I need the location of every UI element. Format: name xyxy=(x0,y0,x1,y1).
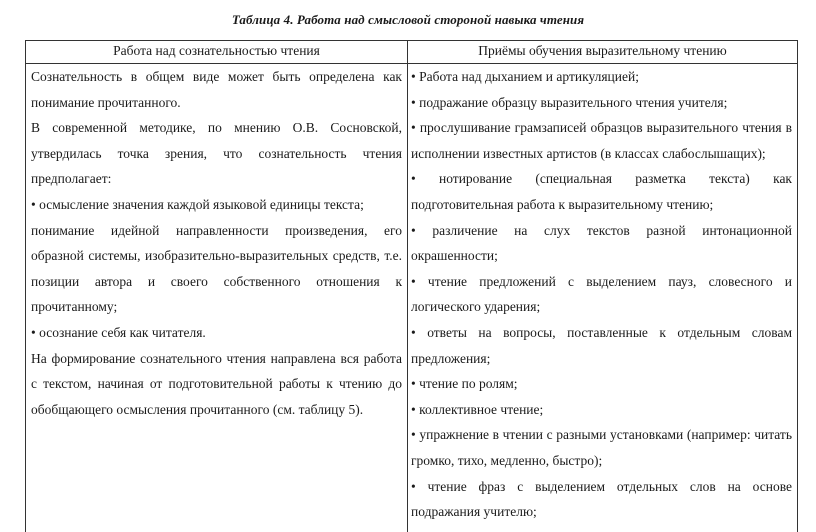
text-paragraph: Сознательность в общем виде может быть определена как понимание прочитанного. xyxy=(31,69,402,110)
text-paragraph: В современной методике, по мнению О.В. Сосновской, утвердилась точка зрения, что сознательность чтения предполагает: xyxy=(31,120,402,187)
column-header-expressive-reading: Приёмы обучения выразительному чтению xyxy=(408,41,798,64)
bullet-item: • чтение предложений с выделением пауз, словесного и логического ударения; xyxy=(411,269,792,320)
bullet-item: • подражание образцу выразительного чтения учителя; xyxy=(411,90,792,116)
bullet-item: • чтение по ролям; xyxy=(411,371,792,397)
bullet-item: • ответы на вопросы, поставленные к отдельным словам предложения; xyxy=(411,320,792,371)
comprehension-text xyxy=(28,64,405,422)
table-header-row xyxy=(26,41,798,64)
expressive-reading-list xyxy=(410,64,795,525)
expressive-reading-cell xyxy=(408,64,798,532)
table-caption: Таблица 4. Работа над смысловой стороной навыка чтения xyxy=(231,12,585,27)
column-header-comprehension: Работа над сознательностью чтения xyxy=(26,41,408,64)
bullet-item: • осмысление значения каждой языковой единицы текста; xyxy=(31,192,402,218)
text-paragraph: На формирование сознательного чтения направлена вся работа с текстом, начиная от подготовительной работы к чтению до обобщающего осмысления прочитанного (см. таблицу 5). xyxy=(31,350,402,417)
comprehension-cell xyxy=(26,64,408,532)
bullet-item: • упражнение в чтении с разными установками (например: читать громко, тихо, медленно, быстро); xyxy=(411,422,792,473)
bullet-item: • Работа над дыханием и артикуляцией; xyxy=(411,64,792,90)
bullet-item: • нотирование (специальная разметка текста) как подготовительная работа к выразительному чтению; xyxy=(411,166,792,217)
bullet-item: • коллективное чтение; xyxy=(411,397,792,423)
bullet-item: • прослушивание грамзаписей образцов выразительного чтения в исполнении известных артистов (в классах слабослышащих); xyxy=(411,115,792,166)
bullet-item: • различение на слух текстов разной интонационной окрашенности; xyxy=(411,218,792,269)
bullet-item: • чтение фраз с выделением отдельных слов на основе подражания учителю; xyxy=(411,474,792,525)
text-paragraph: понимание идейной направленности произведения, его образной системы, изобразительно-выразительных средств, т.е. позиции автора и своего собственного отношения к прочитанному; xyxy=(31,222,402,315)
table-body-row xyxy=(26,64,798,532)
reading-skills-table xyxy=(25,40,798,532)
bullet-item: • осознание себя как читателя. xyxy=(31,320,402,346)
